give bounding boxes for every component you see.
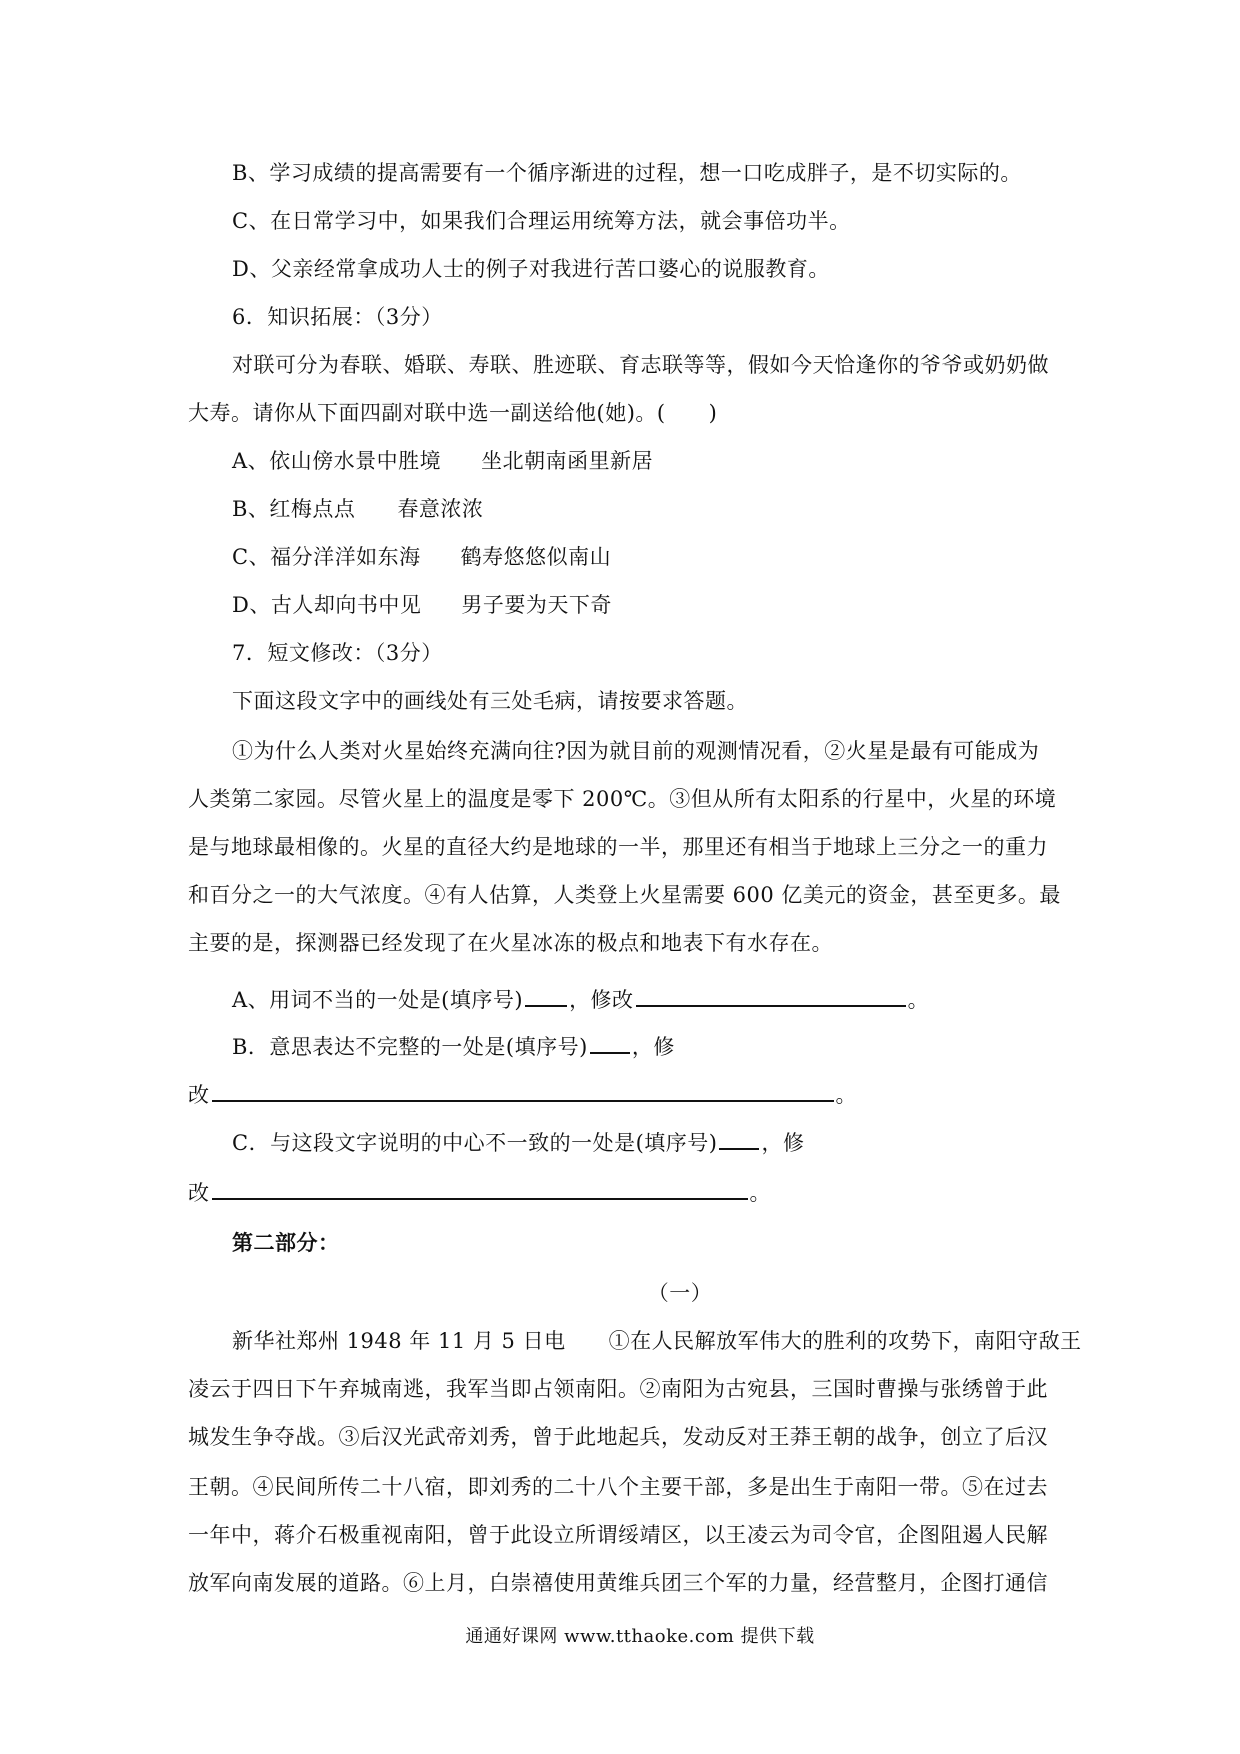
part2-passage-line: 放军向南发展的道路。⑥上月，白崇禧使用黄维兵团三个军的力量，经营整月，企图打通信 bbox=[188, 1571, 1048, 1595]
q5-option-c: C、在日常学习中，如果我们合理运用统筹方法，就会事倍功半。 bbox=[232, 209, 851, 233]
q6-title: 6．知识拓展：（3分） bbox=[232, 305, 443, 329]
q5-option-b: B、学习成绩的提高需要有一个循序渐进的过程，想一口吃成胖子，是不切实际的。 bbox=[232, 161, 1022, 185]
q7-passage-line: 人类第二家园。尽管火星上的温度是零下 200℃。③但从所有太阳系的行星中，火星的环境 bbox=[188, 787, 1057, 811]
page-footer: 通通好课网 www.tthaoke.com 提供下载 bbox=[465, 1626, 815, 1647]
q7-answer-c bbox=[232, 1126, 804, 1158]
question-text: B．意思表达不完整的一处是(填序号) bbox=[232, 1035, 588, 1059]
q6-prompt-line1: 对联可分为春联、婚联、寿联、胜迹联、育志联等等，假如今天恰逢你的爷爷或奶奶做 bbox=[232, 353, 1049, 377]
q6-option-a bbox=[232, 446, 653, 476]
question-text: C．与这段文字说明的中心不一致的一处是(填序号) bbox=[232, 1131, 718, 1155]
option-first: B、红梅点点 bbox=[232, 497, 356, 521]
part2-section-label: （一） bbox=[647, 1281, 713, 1305]
option-first: D、古人却向书中见 bbox=[232, 593, 422, 617]
answer-blank-number[interactable] bbox=[719, 1126, 759, 1150]
question-text: 改 bbox=[188, 1083, 210, 1107]
q7-answer-c-correction bbox=[188, 1176, 771, 1208]
period: 。 bbox=[835, 1083, 857, 1107]
option-second: 男子要为天下奇 bbox=[461, 593, 612, 617]
part2-passage-line: 新华社郑州 1948 年 11 月 5 日电 ①在人民解放军伟大的胜利的攻势下，南阳守敌王 bbox=[232, 1329, 1082, 1353]
part2-passage-line: 王朝。④民间所传二十八宿，即刘秀的二十八个主要干部，多是出生于南阳一带。⑤在过去 bbox=[188, 1475, 1048, 1499]
q7-instruction: 下面这段文字中的画线处有三处毛病，请按要求答题。 bbox=[232, 689, 748, 713]
answer-blank-number[interactable] bbox=[590, 1030, 630, 1054]
q7-passage-line: 主要的是，探测器已经发现了在火星冰冻的极点和地表下有水存在。 bbox=[188, 931, 833, 955]
answer-blank-number[interactable] bbox=[525, 983, 567, 1007]
question-text: ，修改 bbox=[569, 988, 634, 1012]
period: 。 bbox=[749, 1181, 771, 1205]
answer-blank-correction[interactable] bbox=[212, 1176, 748, 1200]
q7-answer-b bbox=[232, 1030, 675, 1062]
question-text: ，修 bbox=[631, 1035, 675, 1059]
question-text: 改 bbox=[188, 1181, 210, 1205]
q6-option-d bbox=[232, 590, 612, 620]
answer-blank-correction[interactable] bbox=[636, 983, 906, 1007]
q6-option-b bbox=[232, 494, 483, 524]
option-first: A、依山傍水景中胜境 bbox=[232, 449, 442, 473]
q5-option-d: D、父亲经常拿成功人士的例子对我进行苦口婆心的说服教育。 bbox=[232, 257, 830, 281]
option-second: 春意浓浓 bbox=[397, 497, 484, 521]
q6-option-c bbox=[232, 542, 611, 572]
part2-passage-line: 城发生争夺战。③后汉光武帝刘秀，曾于此地起兵，发动反对王莽王朝的战争，创立了后汉 bbox=[188, 1425, 1048, 1449]
part2-passage-line: 凌云于四日下午弃城南逃，我军当即占领南阳。②南阳为古宛县，三国时曹操与张绣曾于此 bbox=[188, 1377, 1048, 1401]
q7-title: 7．短文修改：（3分） bbox=[232, 641, 443, 665]
q7-passage-line: 和百分之一的大气浓度。④有人估算，人类登上火星需要 600 亿美元的资金，甚至更多。最 bbox=[188, 883, 1061, 907]
q7-answer-b-correction bbox=[188, 1078, 857, 1110]
option-second: 鹤寿悠悠似南山 bbox=[460, 545, 612, 569]
q7-answer-a bbox=[232, 983, 929, 1015]
question-text: ，修 bbox=[761, 1131, 805, 1155]
q6-prompt-line2: 大寿。请你从下面四副对联中选一副送给他(她)。( ) bbox=[188, 401, 718, 425]
option-first: C、福分洋洋如东海 bbox=[232, 545, 421, 569]
period: 。 bbox=[907, 988, 930, 1012]
part2-passage-line: 一年中，蒋介石极重视南阳，曾于此设立所谓绥靖区，以王凌云为司令官，企图阻遏人民解 bbox=[188, 1523, 1048, 1547]
option-second: 坐北朝南函里新居 bbox=[481, 449, 654, 473]
part2-heading: 第二部分： bbox=[232, 1230, 340, 1255]
q7-passage-line: ①为什么人类对火星始终充满向往?因为就目前的观测情况看，②火星是最有可能成为 bbox=[232, 739, 1040, 763]
answer-blank-correction[interactable] bbox=[212, 1078, 834, 1102]
question-text: A、用词不当的一处是(填序号) bbox=[232, 988, 524, 1012]
q7-passage-line: 是与地球最相像的。火星的直径大约是地球的一半，那里还有相当于地球上三分之一的重力 bbox=[188, 835, 1048, 859]
